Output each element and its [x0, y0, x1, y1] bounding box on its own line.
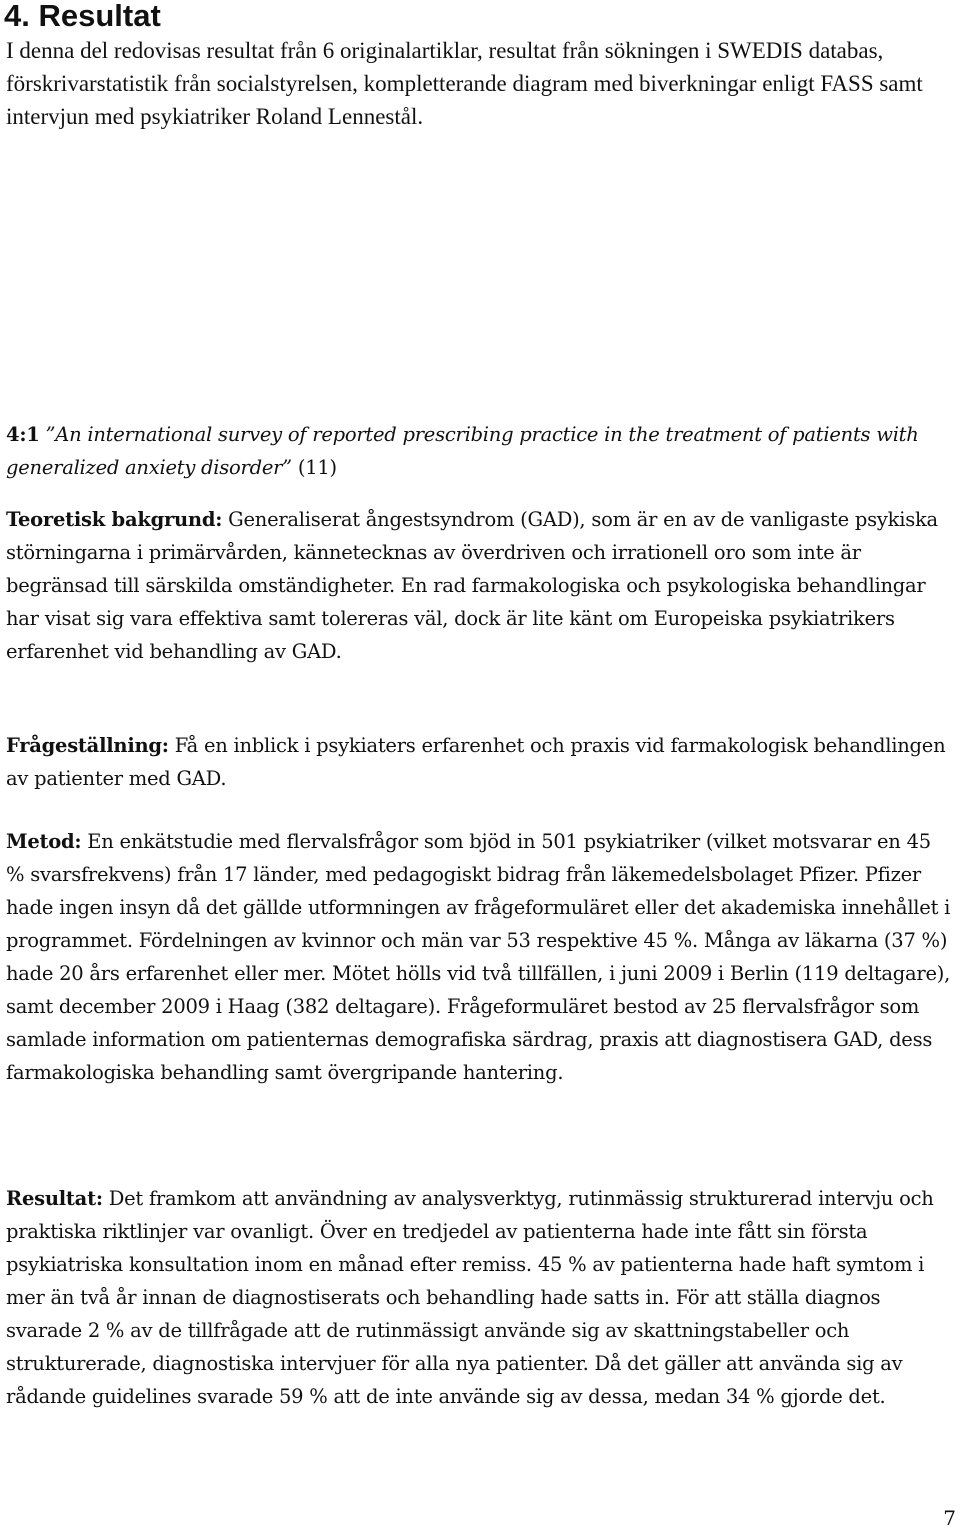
article-reference: (11): [297, 456, 337, 479]
section-label: Metod:: [6, 830, 82, 853]
article-number: 4:1: [6, 423, 40, 446]
section-text: Få en inblick i psykiaters erfarenhet och praxis vid farmakologisk behandlingen av patienter med GAD.: [6, 734, 946, 790]
section-fragestallning: [6, 729, 951, 795]
section-text: En enkätstudie med flervalsfrågor som bjöd in 501 psykiatriker (vilket motsvarar en 45 % svarsfrekvens) från 17 länder, med pedagogiskt bidrag från läkemedelsbolaget Pfizer. Pfizer hade ingen insyn då det gällde utformningen av frågeformuläret eller det akademiska innehållet i programmet. Fördelningen av kvinnor och män var 53 respektive 45 %. Många av läkarna (37 %) hade 20 års erfarenhet eller mer. Mötet hölls vid två tillfällen, i juni 2009 i Berlin (119 deltagare), samt december 2009 i Haag (382 deltagare). Frågeformuläret bestod av 25 flervalsfrågor som samlade information om patienternas demografiska särdrag, praxis att diagnostisera GAD, dess farmakologiska behandling samt övergripande hantering.: [6, 830, 951, 1084]
section-text: Generaliserat ångestsyndrom (GAD), som är en av de vanligaste psykiska störningarna i primärvården, kännetecknas av överdriven och irrationell oro som inte är begränsad till särskilda omständigheter. En rad farmakologiska och psykologiska behandlingar har visat sig vara effektiva samt tolereras väl, dock är lite känt om Europeiska psykiatrikers erfarenhet vid behandling av GAD.: [6, 508, 938, 663]
section-teoretisk-bakgrund: [6, 503, 951, 668]
section-label: Resultat:: [6, 1187, 103, 1210]
section-metod: [6, 825, 951, 1089]
section-label: Teoretisk bakgrund:: [6, 508, 223, 531]
section-label: Frågeställning:: [6, 734, 169, 757]
article-title-text: ”An international survey of reported prescribing practice in the treatment of patients with generalized anxiety disorder”: [6, 423, 919, 479]
section-heading: 4. Resultat: [4, 0, 161, 33]
page-number: 7: [943, 1506, 956, 1530]
article-title: [6, 418, 951, 484]
section-text: Det framkom att användning av analysverktyg, rutinmässig strukturerad intervju och praktiska riktlinjer var ovanligt. Över en tredjedel av patienterna hade inte fått sin första psykiatriska konsultation inom en månad efter remiss. 45 % av patienterna hade haft symtom i mer än två år innan de diagnostiserats och behandling hade satts in. För att ställa diagnos svarade 2 % av de tillfrågade att de rutinmässigt använde sig av skattningstabeller och strukturerade, diagnostiska intervjuer för alla nya patienter. Då det gäller att använda sig av rådande guidelines svarade 59 % att de inte använde sig av dessa, medan 34 % gjorde det.: [6, 1187, 934, 1408]
intro-paragraph: I denna del redovisas resultat från 6 originalartiklar, resultat från sökningen i SWEDIS databas, förskrivarstatistik från socialstyrelsen, kompletterande diagram med biverkningar enligt FASS samt intervjun med psykiatriker Roland Lennestål.: [6, 38, 923, 129]
section-resultat: [6, 1182, 951, 1413]
